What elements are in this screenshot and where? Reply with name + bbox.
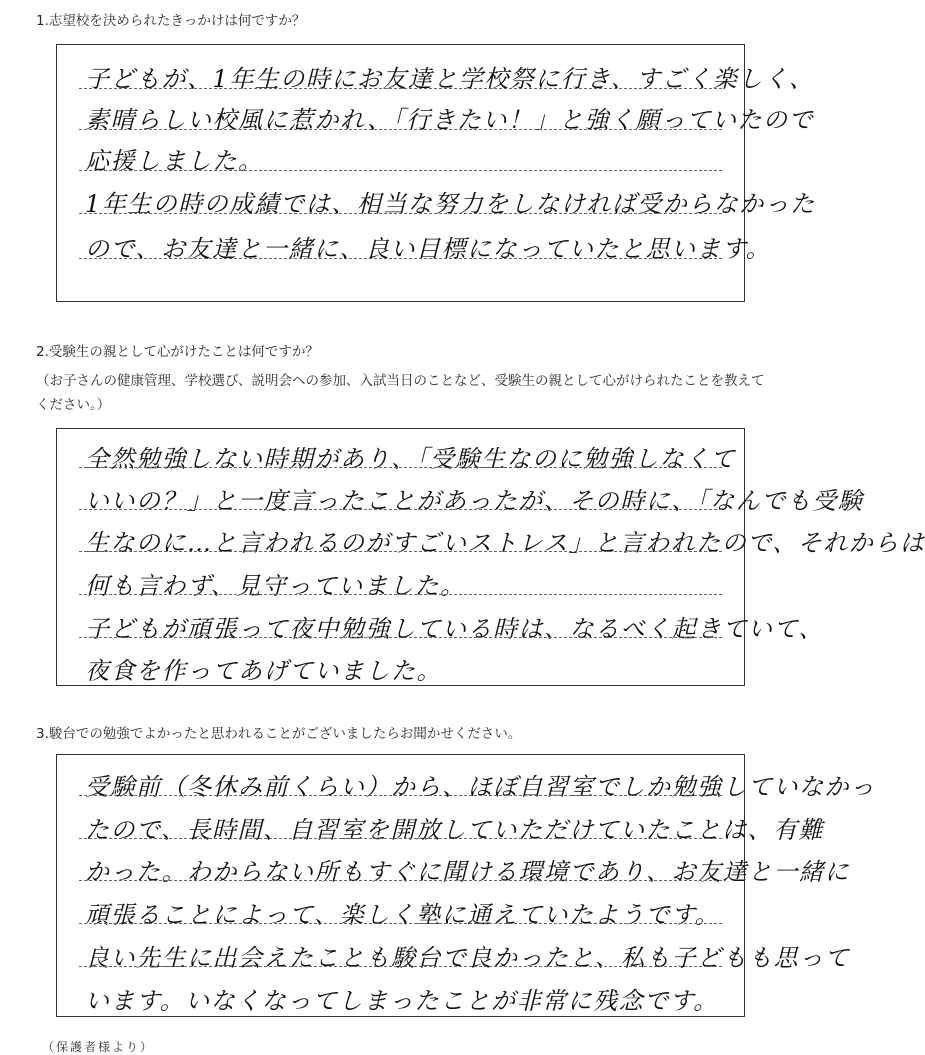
answer-line <box>79 88 722 89</box>
answer-line <box>79 880 722 881</box>
answer-line <box>79 170 722 171</box>
question-2-title: 2.受験生の親として心がけたことは何ですか？ <box>36 344 319 360</box>
answer-1-line-5: ので、お友達と一緒に、良い目標になっていたと思います。 <box>85 235 772 263</box>
answer-line <box>79 213 722 214</box>
answer-line <box>79 923 722 924</box>
answer-3-line-6: います。いなくなってしまったことが非常に残念です。 <box>85 987 719 1015</box>
answer-3-line-2: たので、長時間、自習室を開放していただけていたことは、有難 <box>85 816 825 844</box>
question-2-subtitle: （お子さんの健康管理、学校選び、説明会への参加、入試当日のことなど、受験生の親として心がけられたことを教えてください。） <box>36 373 765 413</box>
answer-2-line-6: 夜食を作ってあげていました。 <box>85 657 442 685</box>
answer-line <box>79 129 722 130</box>
answer-3-line-5: 良い先生に出会えたことも駿台で良かったと、私も子どもも思って <box>85 944 850 972</box>
answer-box-2 <box>56 428 925 686</box>
answer-line <box>79 467 722 468</box>
answer-box-1 <box>56 44 816 302</box>
answer-line <box>79 594 722 595</box>
footer-text: （保護者様より） <box>42 1040 155 1054</box>
answer-1-line-4: 1年生の時の成績では、相当な努力をしなければ受からなかった <box>85 190 816 218</box>
answer-2-line-3: 生なのに…と言われるのがすごいストレス」と言われたので、それからは <box>85 529 925 557</box>
answer-2-line-4: 何も言わず、見守っていました。 <box>85 572 466 600</box>
answer-3-line-4: 頑張ることによって、楽しく塾に通えていたようです。 <box>85 901 721 929</box>
answer-1-line-1: 子どもが、1年生の時にお友達と学校祭に行き、すごく楽しく、 <box>85 65 815 93</box>
answer-1-line-2: 素晴らしい校風に惹かれ、「行きたい！」と強く願っていたので <box>85 106 814 134</box>
answer-line <box>79 551 722 552</box>
answer-line <box>79 258 722 259</box>
answer-3-line-1: 受験前（冬休み前くらい）から、ほぼ自習室でしか勉強していなかっ <box>85 773 876 801</box>
answer-3-line-3: かった。わからない所もすぐに聞ける環境であり、お友達と一緒に <box>85 858 850 886</box>
question-1-title: 1.志望校を決められたきっかけは何ですか？ <box>36 13 306 29</box>
answer-line <box>79 966 722 967</box>
answer-2-line-1: 全然勉強しない時期があり、「受験生なのに勉強しなくて <box>85 445 736 473</box>
answer-line <box>79 795 722 796</box>
answer-2-line-2: いいの？」と一度言ったことがあったが、その時に、「なんでも受験 <box>85 487 864 515</box>
question-3-title: 3.駿台での勉強でよかったと思われることがございましたらお聞かせください。 <box>36 726 522 742</box>
answer-2-line-5: 子どもが頑張って夜中勉強している時は、なるべく起きていて、 <box>85 615 825 643</box>
answer-1-line-3: 応援しました。 <box>85 147 264 175</box>
answer-box-3 <box>56 754 876 1017</box>
answer-line <box>79 838 722 839</box>
answer-line <box>79 509 722 510</box>
answer-line <box>79 637 722 638</box>
